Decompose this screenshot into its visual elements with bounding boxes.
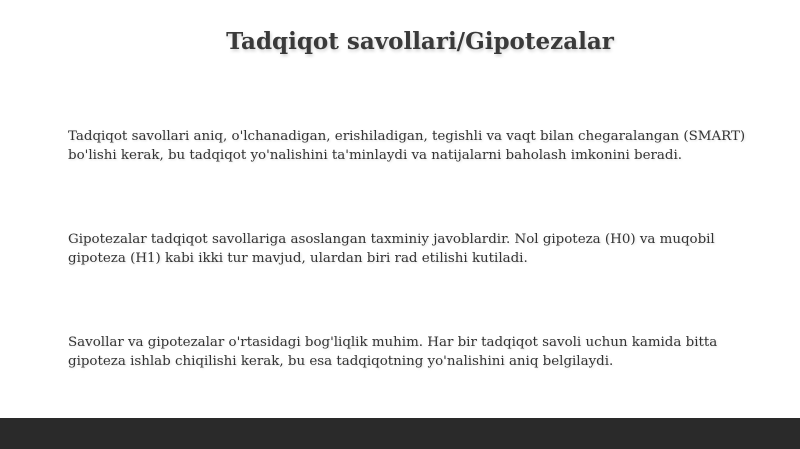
paragraph-hypotheses: Gipotezalar tadqiqot savollariga asoslangan taxminiy javoblardir. Nol gipoteza (H0) va muqobil gipoteza (H1) kabi ikki tur mavjud, ulardan biri rad etilishi kutiladi.: [68, 232, 715, 266]
bottom-bar: [0, 418, 800, 449]
slide-title: Tadqiqot savollari/Gipotezalar: [226, 28, 614, 55]
paragraph-smart-questions: Tadqiqot savollari aniq, o'lchanadigan, erishiladigan, tegishli va vaqt bilan chegaralangan (SMART) bo'lishi kerak, bu tadqiqot yo'nalishini ta'minlaydi va natijalarni baholash imkonini beradi.: [68, 129, 746, 163]
paragraph-relationship: Savollar va gipotezalar o'rtasidagi bog'liqlik muhim. Har bir tadqiqot savoli uchun kamida bitta gipoteza ishlab chiqilishi kerak, bu esa tadqiqotning yo'nalishini aniq belgilaydi.: [68, 335, 718, 369]
